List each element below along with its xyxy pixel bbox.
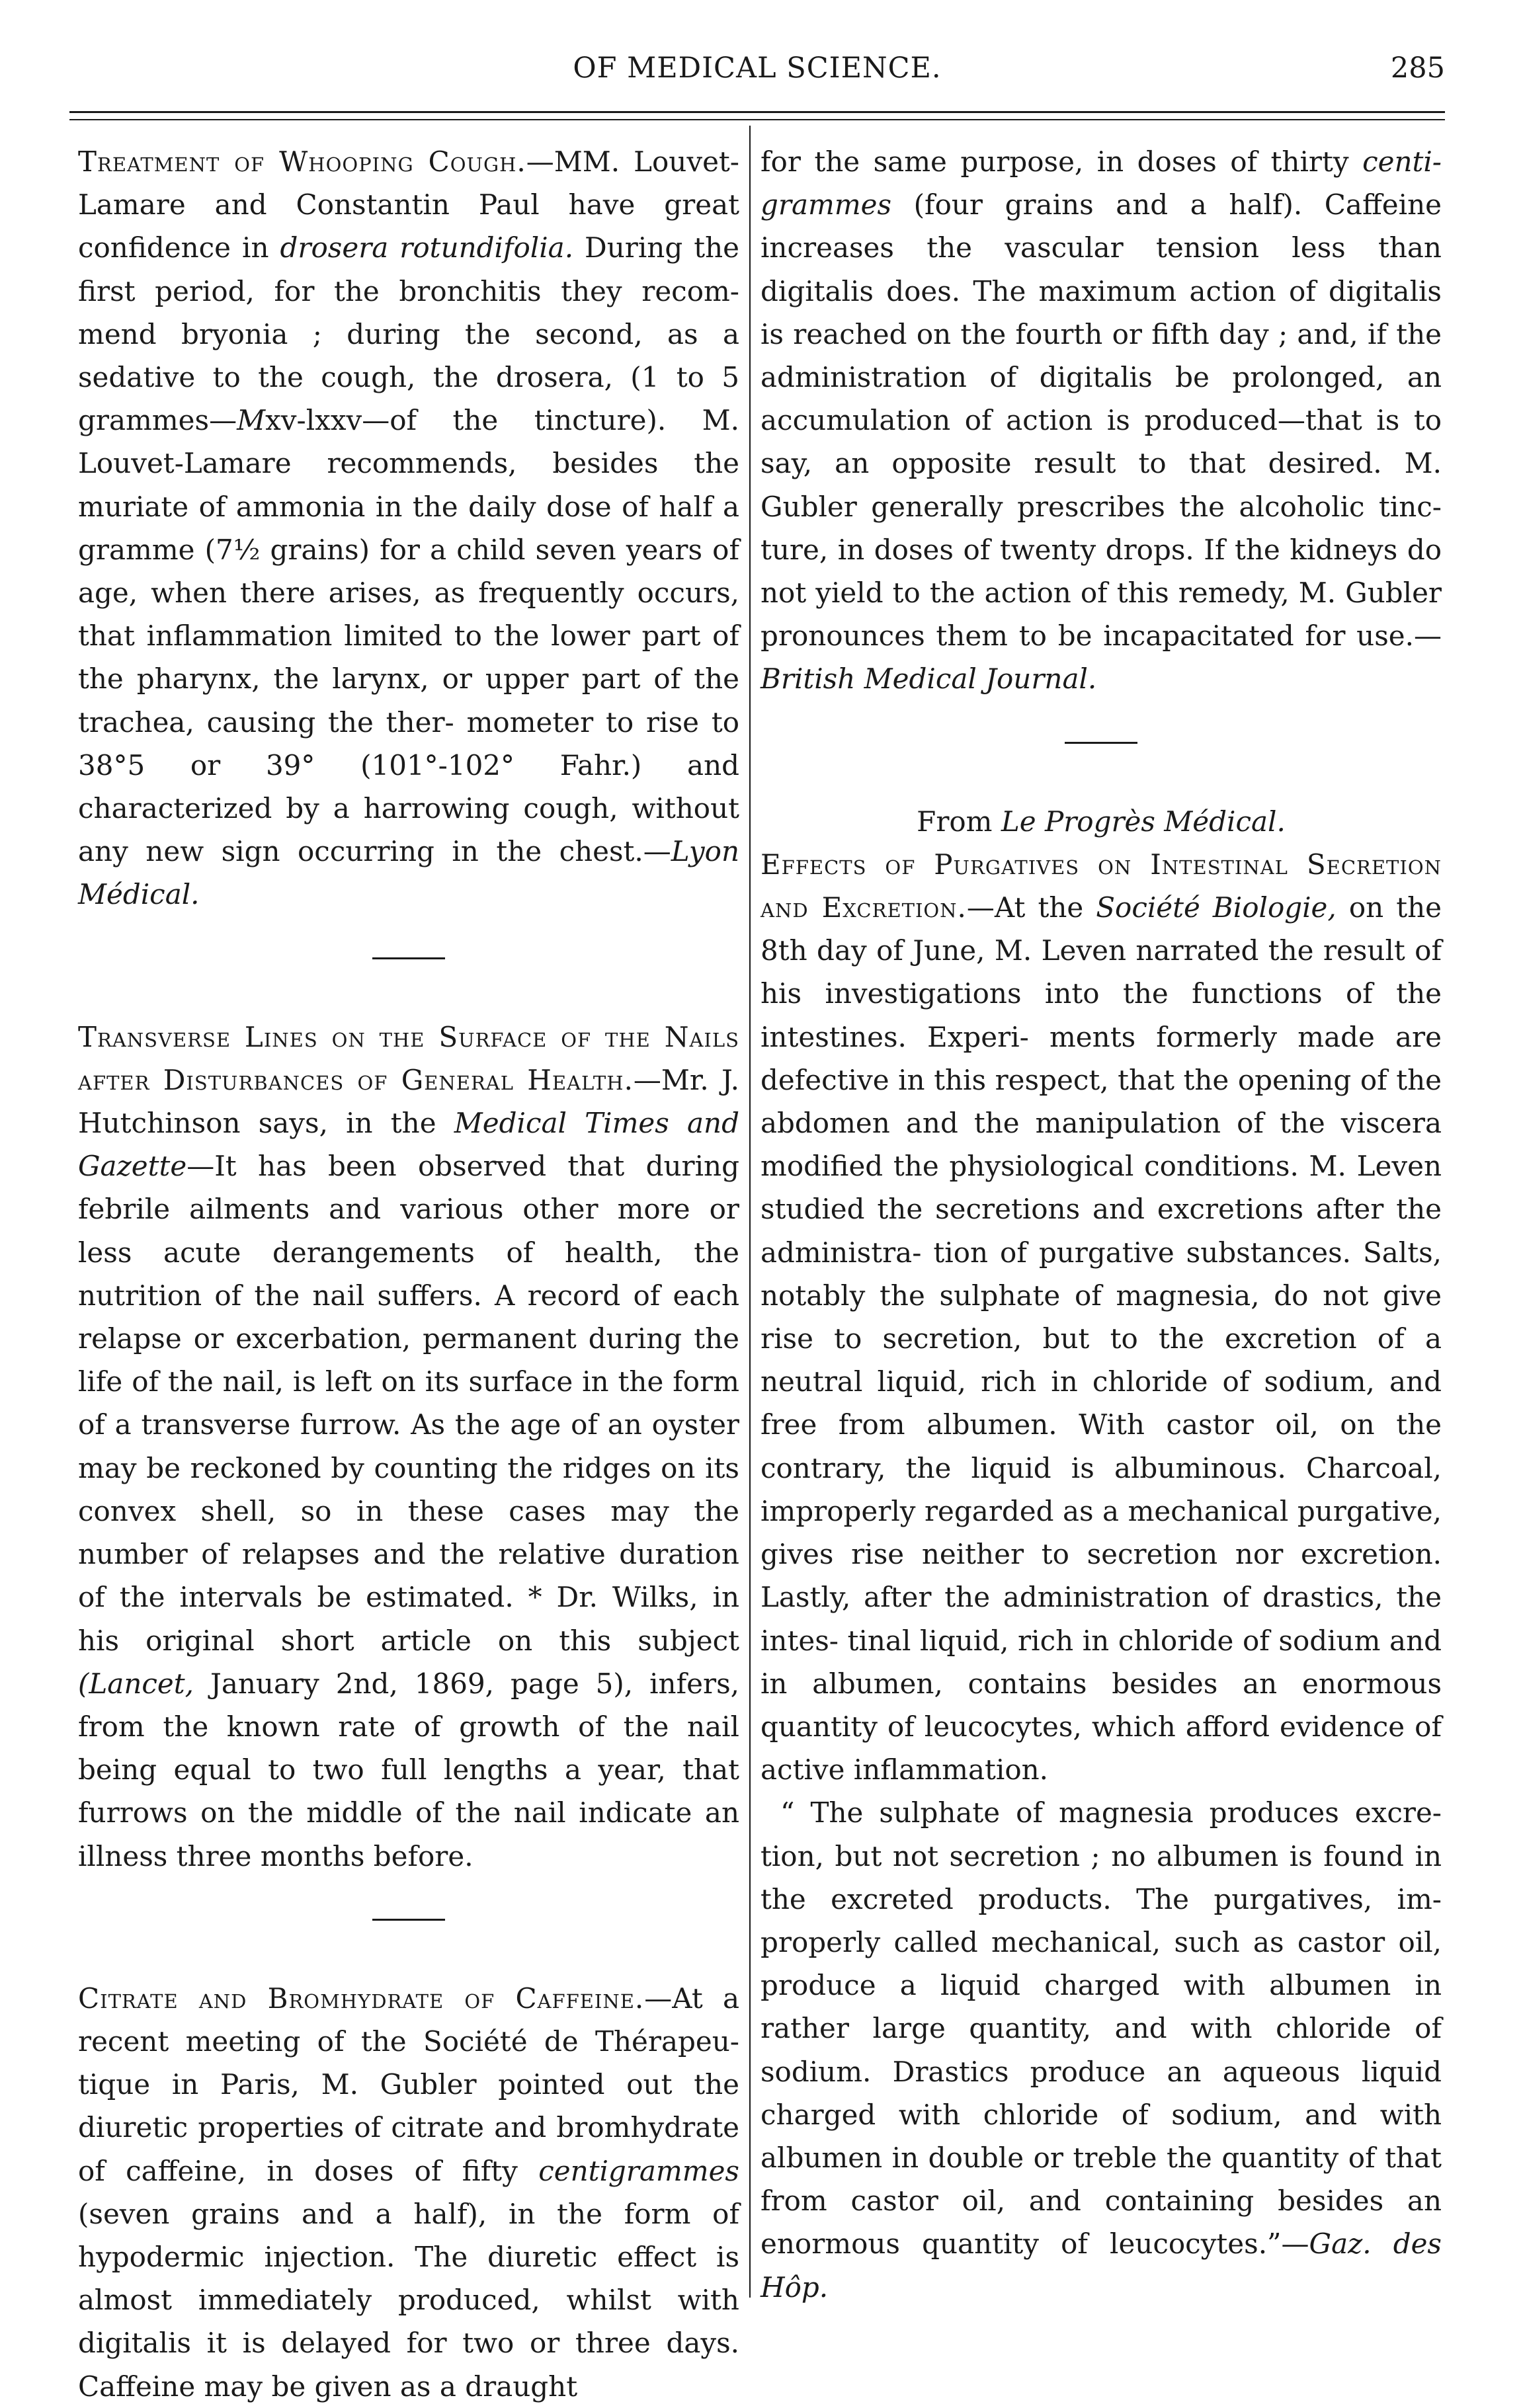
section-separator	[1065, 742, 1137, 744]
running-title: OF MEDICAL SCIENCE.	[573, 52, 942, 85]
header-rule-thin	[69, 119, 1445, 120]
header-rule-thick	[69, 111, 1445, 113]
article-heading: Treatment of Whooping Cough.	[78, 145, 526, 178]
article-heading: Effects of Purgatives on Intestinal Secretion and Excretion.	[761, 848, 1442, 924]
article-whooping-cough	[78, 140, 739, 916]
article-caffeine	[78, 1977, 739, 2408]
article-purgatives	[761, 843, 1442, 1791]
column-divider	[749, 126, 751, 2298]
left-column	[78, 140, 739, 2408]
section-separator	[372, 957, 445, 959]
article-caffeine-continued	[761, 140, 1442, 701]
article-body: —At a recent meeting of the Société de Thérapeu- tique in Paris, M. Gubler pointed out the diuretic properties of citrate and bromhydrate of caffeine, in doses of fifty centigrammes (seven grains and a half), in the form of hypodermic injection. The diuretic effect is almost immediately produced, whilst with digitalis it is delayed for two or three days. Caffeine may be given as a draught	[78, 1982, 739, 2403]
article-heading: Citrate and Bromhydrate of Caffeine.	[78, 1982, 645, 2015]
article-body: —MM. Louvet-Lamare and Constantin Paul have great confidence in drosera rotundifolia. During the first period, for the bronchitis they recom- mend bryonia ; during the second, as a sedative to the cough, the drosera, (1 to 5 grammes—Mxv-lxxv—of the tincture). M. Louvet-Lamare recommends, besides the muriate of ammonia in the daily dose of half a gramme (7½ grains) for a child seven years of age, when there arises, as frequently occurs, that inflammation limited to the lower part of the pharynx, the larynx, or upper part of the trachea, causing the ther- mometer to rise to 38°5 or 39° (101°-102° Fahr.) and characterized by a harrowing cough, without any new sign occurring in the chest.—Lyon Médical.	[78, 145, 740, 911]
article-quote: “ The sulphate of magnesia produces excre- tion, but not secretion ; no albumen is found in the excreted products. The purgatives, im- properly called mechanical, such as castor oil, produce a liquid charged with albumen in rather large quantity, and with chloride of sodium. Drastics produce an aqueous liquid charged with chloride of sodium, and with albumen in double or treble the quantity of that from castor oil, and containing besides an enormous quantity of leucocytes.”—Gaz. des Hôp.	[761, 1796, 1442, 2304]
article-transverse-lines	[78, 1016, 739, 1878]
page-header	[69, 52, 1445, 104]
right-column	[761, 140, 1442, 2309]
article-body: —Mr. J. Hutchinson says, in the Medical Times and Gazette—It has been observed that during febrile ailments and various other more or less acute derangements of health, the nutrition of the nail suffers. A record of each relapse or excerbation, permanent during the life of the nail, is left on its surface in the form of a transverse furrow. As the age of an oyster may be reckoned by counting the ridges on its convex shell, so in these cases may the number of relapses and the relative duration of the intervals be estimated. * Dr. Wilks, in his original short article on this subject (Lancet, January 2nd, 1869, page 5), infers, from the known rate of growth of the nail being equal to two full lengths a year, that furrows on the middle of the nail indicate an illness three months before.	[78, 1063, 739, 1872]
article-body: —At the Société Biologie, on the 8th day of June, M. Leven narrated the result of his investigations into the functions of the intestines. Experi- ments formerly made are defective in this respect, that the opening of the abdomen and the manipulation of the viscera modified the physiological conditions. M. Leven studied the secretions and excretions after the administra- tion of purgative substances. Salts, notably the sulphate of magnesia, do not give rise to secretion, but to the excretion of a neutral liquid, rich in chloride of sodium, and free from albumen. With castor oil, on the contrary, the liquid is albuminous. Charcoal, improperly regarded as a mechanical purgative, gives rise neither to secretion nor excretion. Lastly, after the administration of drastics, the intes- tinal liquid, rich in chloride of sodium and in albumen, contains besides an enormous quantity of leucocytes, which afford evidence of active inflammation.	[761, 891, 1442, 1786]
section-separator	[372, 1919, 445, 1921]
page-number: 285	[1390, 52, 1445, 85]
article-source: From Le Progrès Médical.	[917, 805, 1286, 838]
article-heading: Transverse Lines on the Surface of the Nails after Disturbances of General Health.	[78, 1020, 739, 1096]
article-body: for the same purpose, in doses of thirty centi- grammes (four grains and a half). Caffeine increases the vascular tension less than digitalis does. The maximum action of digitalis is reached on the fourth or fifth day ; and, if the administration of digitalis be prolonged, an accumulation of action is produced—that is to say, an opposite result to that desired. M. Gubler generally prescribes the alcoholic tinc- ture, in doses of twenty drops. If the kidneys do not yield to the action of this remedy, M. Gubler pronounces them to be incapacitated for use.—British Medical Journal.	[761, 145, 1442, 696]
